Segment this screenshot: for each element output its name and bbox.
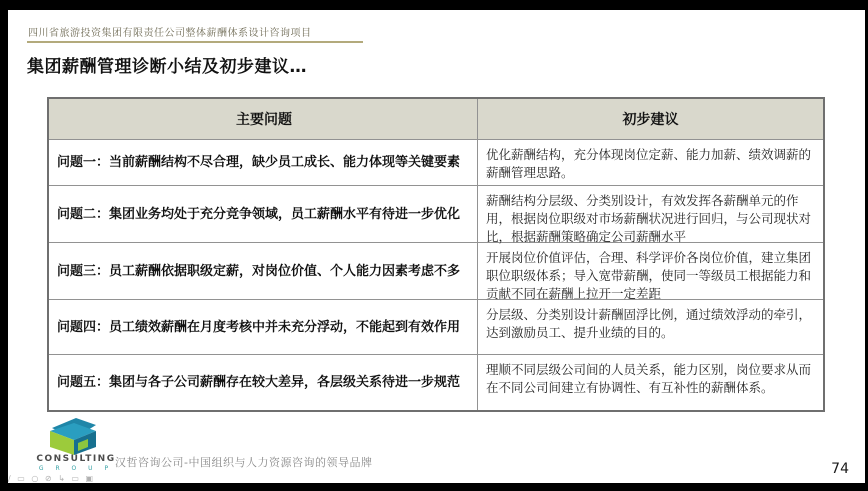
footer-tagline: 汉哲咨询公司-中国组织与人力资源咨询的领导品牌 bbox=[115, 456, 373, 469]
table-row bbox=[49, 299, 823, 354]
table-row bbox=[49, 354, 823, 410]
project-label: 四川省旅游投资集团有限责任公司整体薪酬体系设计咨询项目 bbox=[28, 28, 312, 39]
problem-text: 问题四：员工绩效薪酬在月度考核中并未充分浮动，不能起到有效作用 bbox=[57, 319, 461, 335]
drawing-toolbar-ghost-icons: ∕ ▭ ○ ⊘ ↳ ▭ ▣ bbox=[8, 474, 96, 483]
logo-group-text: G R O U P bbox=[38, 465, 114, 472]
page-number: 74 bbox=[831, 461, 849, 477]
logo-consulting-text: CONSULTING bbox=[36, 454, 116, 464]
project-underline-divider bbox=[27, 41, 363, 43]
column-header-suggestions: 初步建议 bbox=[477, 99, 823, 139]
column-header-problems: 主要问题 bbox=[236, 112, 292, 128]
consulting-logo-icon bbox=[32, 416, 118, 456]
table-row bbox=[49, 185, 823, 242]
slide bbox=[8, 10, 865, 483]
table-row bbox=[49, 139, 823, 185]
page-title: 集团薪酬管理诊断小结及初步建议… bbox=[27, 57, 307, 77]
problem-text: 问题三：员工薪酬依据职级定薪，对岗位价值、个人能力因素考虑不多 bbox=[57, 263, 461, 279]
consulting-logo bbox=[32, 416, 118, 478]
suggestion-text: 薪酬结构分层级、分类别设计，有效发挥各薪酬单元的作用，根据岗位职级对市场薪酬状况进行回归，与公司现状对比，根据薪酬策略确定公司薪酬水平 bbox=[486, 193, 812, 244]
problem-text: 问题二：集团业务均处于充分竞争领域，员工薪酬水平有待进一步优化 bbox=[57, 206, 461, 222]
problem-text: 问题一：当前薪酬结构不尽合理，缺少员工成长、能力体现等关键要素 bbox=[57, 155, 461, 170]
problems-suggestions-table bbox=[47, 97, 825, 412]
table-header-row bbox=[49, 99, 823, 139]
suggestion-text: 开展岗位价值评估，合理、科学评价各岗位价值，建立集团职位职级体系；导入宽带薪酬，使同一等级员工根据能力和贡献不同在薪酬上拉开一定差距 bbox=[486, 250, 812, 301]
suggestion-text: 理顺不同层级公司间的人员关系，能力区别，岗位要求从而在不同公司间建立有协调性、有互补性的薪酬体系。 bbox=[486, 362, 812, 395]
table-row bbox=[49, 242, 823, 299]
suggestion-text: 分层级、分类别设计薪酬固浮比例，通过绩效浮动的牵引，达到激励员工、提升业绩的目的。 bbox=[486, 307, 812, 340]
suggestion-text: 优化薪酬结构，充分体现岗位定薪、能力加薪、绩效调薪的薪酬管理思路。 bbox=[486, 147, 812, 180]
problem-text: 问题五：集团与各子公司薪酬存在较大差异，各层级关系待进一步规范 bbox=[57, 375, 461, 390]
